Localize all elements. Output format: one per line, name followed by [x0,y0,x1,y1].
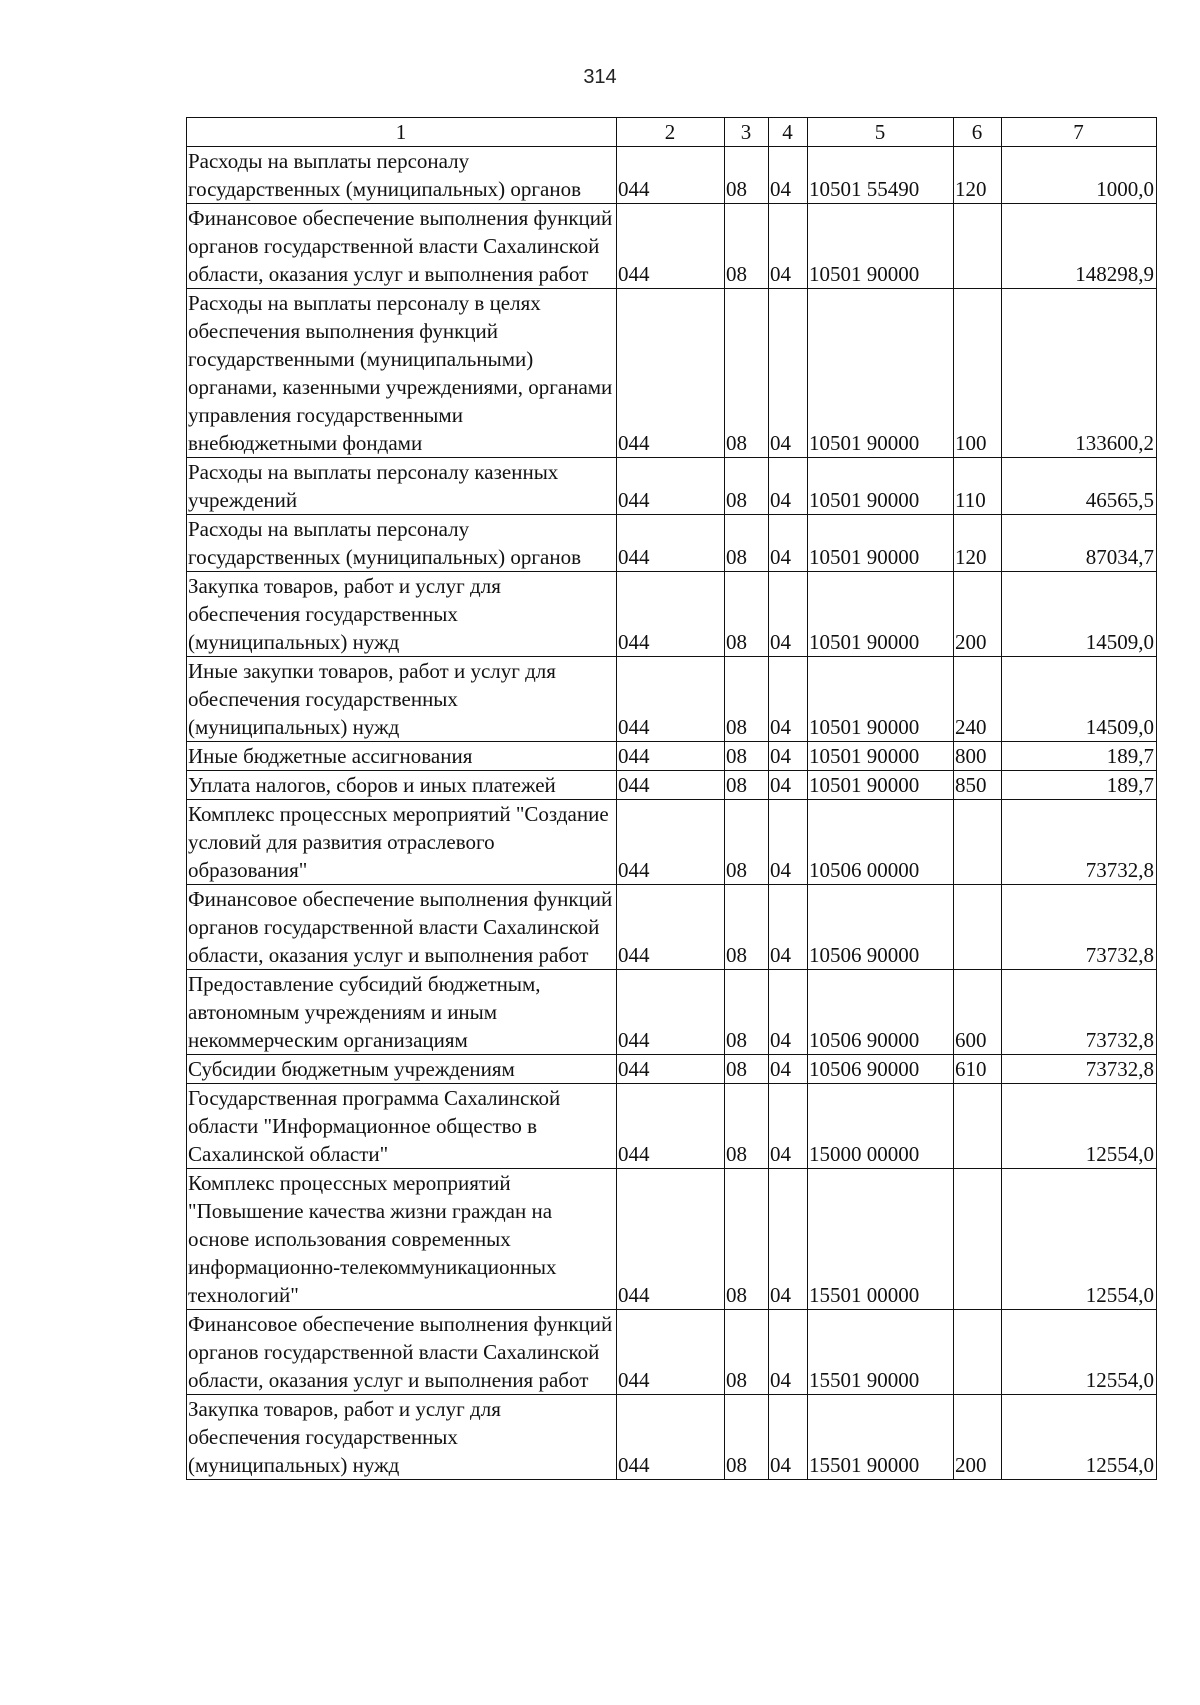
row-section-cell: 08 [725,147,769,204]
row-amount-cell: 73732,8 [1002,885,1157,970]
table-row [187,771,1157,800]
table-header [187,118,1157,147]
row-admin-code-cell: 044 [617,147,725,204]
row-subsection-cell: 04 [769,147,808,204]
row-target-article-cell: 15501 00000 [808,1169,954,1310]
row-name-cell: Расходы на выплаты персоналу в целях обеспечения выполнения функций государственными (муниципальными) органами, казенными учреждениями, органами управления государственными внебюджетными фондами [187,289,617,458]
row-expense-type-cell [954,885,1002,970]
row-admin-code-cell: 044 [617,657,725,742]
row-section-cell: 08 [725,885,769,970]
row-admin-code-cell: 044 [617,970,725,1055]
table-row [187,1395,1157,1480]
row-target-article-cell: 15501 90000 [808,1395,954,1480]
row-subsection-cell: 04 [769,1310,808,1395]
table-row [187,657,1157,742]
row-name-cell: Предоставление субсидий бюджетным, автономным учреждениям и иным некоммерческим организациям [187,970,617,1055]
row-subsection-cell: 04 [769,885,808,970]
row-amount-cell: 189,7 [1002,742,1157,771]
row-expense-type-cell: 120 [954,147,1002,204]
table-row [187,289,1157,458]
row-admin-code-cell: 044 [617,572,725,657]
row-subsection-cell: 04 [769,657,808,742]
row-expense-type-cell: 100 [954,289,1002,458]
header-cell-6: 6 [954,118,1002,147]
row-section-cell: 08 [725,970,769,1055]
table-row [187,885,1157,970]
row-target-article-cell: 10501 90000 [808,458,954,515]
row-admin-code-cell: 044 [617,800,725,885]
row-admin-code-cell: 044 [617,289,725,458]
row-amount-cell: 148298,9 [1002,204,1157,289]
row-expense-type-cell [954,1169,1002,1310]
row-admin-code-cell: 044 [617,1084,725,1169]
row-amount-cell: 12554,0 [1002,1084,1157,1169]
row-section-cell: 08 [725,1084,769,1169]
row-subsection-cell: 04 [769,800,808,885]
row-expense-type-cell: 800 [954,742,1002,771]
table-row [187,147,1157,204]
row-subsection-cell: 04 [769,572,808,657]
row-amount-cell: 12554,0 [1002,1395,1157,1480]
row-admin-code-cell: 044 [617,204,725,289]
row-expense-type-cell [954,1084,1002,1169]
row-amount-cell: 1000,0 [1002,147,1157,204]
row-name-cell: Субсидии бюджетным учреждениям [187,1055,617,1084]
row-amount-cell: 14509,0 [1002,657,1157,742]
row-expense-type-cell: 600 [954,970,1002,1055]
row-target-article-cell: 10501 90000 [808,289,954,458]
row-subsection-cell: 04 [769,742,808,771]
row-admin-code-cell: 044 [617,1169,725,1310]
row-target-article-cell: 10501 90000 [808,204,954,289]
table-row [187,1310,1157,1395]
row-target-article-cell: 15000 00000 [808,1084,954,1169]
row-name-cell: Расходы на выплаты персоналу казенных учреждений [187,458,617,515]
row-admin-code-cell: 044 [617,742,725,771]
row-name-cell: Финансовое обеспечение выполнения функций органов государственной власти Сахалинской области, оказания услуг и выполнения работ [187,204,617,289]
row-expense-type-cell [954,800,1002,885]
row-target-article-cell: 10501 90000 [808,572,954,657]
row-expense-type-cell: 200 [954,572,1002,657]
table-row [187,742,1157,771]
table-row [187,458,1157,515]
row-section-cell: 08 [725,1169,769,1310]
row-expense-type-cell [954,204,1002,289]
row-section-cell: 08 [725,515,769,572]
row-amount-cell: 46565,5 [1002,458,1157,515]
row-amount-cell: 73732,8 [1002,800,1157,885]
row-section-cell: 08 [725,742,769,771]
row-name-cell: Закупка товаров, работ и услуг для обеспечения государственных (муниципальных) нужд [187,572,617,657]
row-amount-cell: 12554,0 [1002,1169,1157,1310]
table-row [187,572,1157,657]
row-amount-cell: 87034,7 [1002,515,1157,572]
row-section-cell: 08 [725,1395,769,1480]
row-expense-type-cell: 610 [954,1055,1002,1084]
row-name-cell: Комплекс процессных мероприятий "Повышение качества жизни граждан на основе использования современных информационно-телекоммуникационных технологий" [187,1169,617,1310]
table-row [187,1084,1157,1169]
header-cell-3: 3 [725,118,769,147]
table-row [187,1055,1157,1084]
row-subsection-cell: 04 [769,1055,808,1084]
row-name-cell: Расходы на выплаты персоналу государственных (муниципальных) органов [187,515,617,572]
row-amount-cell: 12554,0 [1002,1310,1157,1395]
row-admin-code-cell: 044 [617,515,725,572]
row-name-cell: Финансовое обеспечение выполнения функций органов государственной власти Сахалинской области, оказания услуг и выполнения работ [187,1310,617,1395]
row-subsection-cell: 04 [769,1084,808,1169]
row-expense-type-cell: 240 [954,657,1002,742]
row-name-cell: Комплекс процессных мероприятий "Создание условий для развития отраслевого образования" [187,800,617,885]
row-name-cell: Финансовое обеспечение выполнения функций органов государственной власти Сахалинской области, оказания услуг и выполнения работ [187,885,617,970]
row-target-article-cell: 10501 90000 [808,771,954,800]
table-row [187,204,1157,289]
row-target-article-cell: 10501 90000 [808,742,954,771]
header-row [187,118,1157,147]
row-target-article-cell: 10506 90000 [808,1055,954,1084]
row-expense-type-cell: 200 [954,1395,1002,1480]
row-admin-code-cell: 044 [617,1310,725,1395]
row-name-cell: Иные бюджетные ассигнования [187,742,617,771]
header-cell-7: 7 [1002,118,1157,147]
row-expense-type-cell: 850 [954,771,1002,800]
row-target-article-cell: 10501 90000 [808,515,954,572]
row-amount-cell: 73732,8 [1002,1055,1157,1084]
row-amount-cell: 189,7 [1002,771,1157,800]
row-name-cell: Иные закупки товаров, работ и услуг для обеспечения государственных (муниципальных) нужд [187,657,617,742]
row-target-article-cell: 10506 90000 [808,885,954,970]
row-name-cell: Государственная программа Сахалинской области "Информационное общество в Сахалинской области" [187,1084,617,1169]
row-section-cell: 08 [725,800,769,885]
table-row [187,800,1157,885]
row-admin-code-cell: 044 [617,1055,725,1084]
row-subsection-cell: 04 [769,289,808,458]
row-name-cell: Расходы на выплаты персоналу государственных (муниципальных) органов [187,147,617,204]
row-amount-cell: 133600,2 [1002,289,1157,458]
row-amount-cell: 73732,8 [1002,970,1157,1055]
row-subsection-cell: 04 [769,204,808,289]
row-expense-type-cell: 120 [954,515,1002,572]
row-expense-type-cell [954,1310,1002,1395]
row-subsection-cell: 04 [769,1395,808,1480]
row-target-article-cell: 10501 90000 [808,657,954,742]
header-cell-5: 5 [808,118,954,147]
row-amount-cell: 14509,0 [1002,572,1157,657]
row-target-article-cell: 10506 00000 [808,800,954,885]
page-number: 314 [583,66,617,88]
table-row [187,1169,1157,1310]
row-target-article-cell: 10506 90000 [808,970,954,1055]
row-admin-code-cell: 044 [617,458,725,515]
row-target-article-cell: 15501 90000 [808,1310,954,1395]
row-expense-type-cell: 110 [954,458,1002,515]
table-row [187,515,1157,572]
row-name-cell: Закупка товаров, работ и услуг для обеспечения государственных (муниципальных) нужд [187,1395,617,1480]
row-admin-code-cell: 044 [617,885,725,970]
row-section-cell: 08 [725,572,769,657]
row-subsection-cell: 04 [769,970,808,1055]
row-admin-code-cell: 044 [617,771,725,800]
row-section-cell: 08 [725,458,769,515]
row-section-cell: 08 [725,1310,769,1395]
header-cell-2: 2 [617,118,725,147]
row-admin-code-cell: 044 [617,1395,725,1480]
row-target-article-cell: 10501 55490 [808,147,954,204]
row-section-cell: 08 [725,657,769,742]
row-subsection-cell: 04 [769,771,808,800]
row-section-cell: 08 [725,771,769,800]
row-subsection-cell: 04 [769,515,808,572]
header-cell-4: 4 [769,118,808,147]
row-subsection-cell: 04 [769,458,808,515]
row-section-cell: 08 [725,1055,769,1084]
table-body [187,147,1157,1480]
header-cell-1: 1 [187,118,617,147]
row-section-cell: 08 [725,204,769,289]
budget-table [186,117,1157,1480]
row-name-cell: Уплата налогов, сборов и иных платежей [187,771,617,800]
row-section-cell: 08 [725,289,769,458]
table-row [187,970,1157,1055]
row-subsection-cell: 04 [769,1169,808,1310]
